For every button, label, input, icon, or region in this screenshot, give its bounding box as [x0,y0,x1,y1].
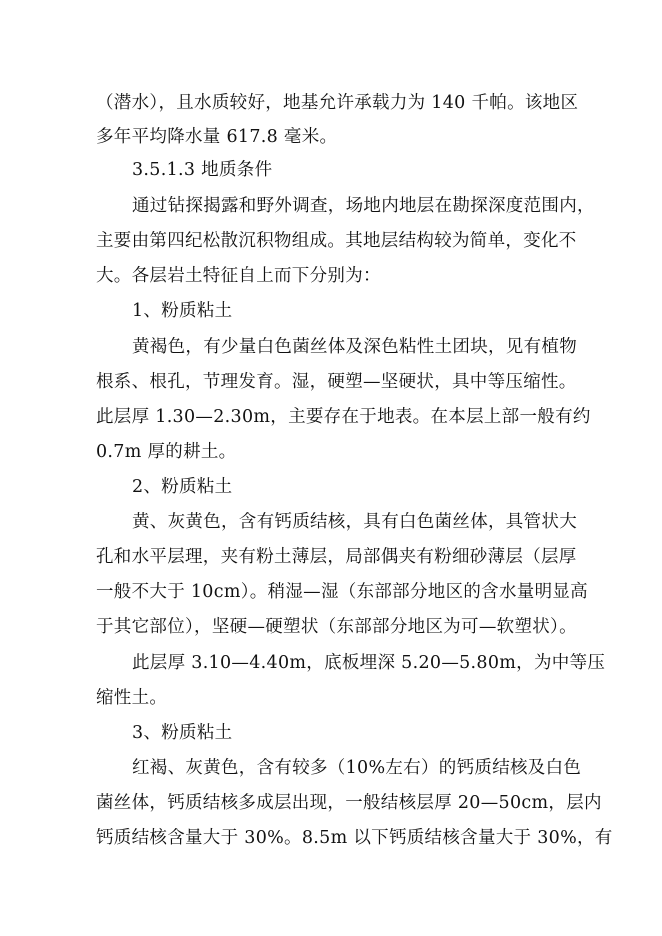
body-text-line: 0.7m 厚的耕土。 [96,442,237,462]
body-text-line: 此层厚 3.10—4.40m，底板埋深 5.20—5.80m，为中等压 [132,653,606,673]
body-text-line: 多年平均降水量 617.8 毫米。 [96,127,338,147]
body-text-line: 红褐、灰黄色，含有较多（10%左右）的钙质结核及白色 [132,758,582,778]
body-text-line: 大。各层岩土特征自上而下分别为： [96,266,381,286]
body-text-line: 菌丝体，钙质结核多成层出现，一般结核层厚 20—50cm，层内 [96,793,602,813]
body-text-line: （潜水），且水质较好，地基允许承载力为 140 千帕。该地区 [96,93,579,113]
body-text-line: 于其它部位），坚硬—硬塑状（东部部分地区为可—软塑状）。 [96,617,577,637]
body-text-line: 缩性土。 [96,688,168,708]
body-text-line: 钙质结核含量大于 30%。8.5m 以下钙质结核含量大于 30%，有 [96,828,613,848]
body-text-line: 黄褐色，有少量白色菌丝体及深色粘性土团块，见有植物 [132,337,577,357]
layer-heading: 2、粉质粘土 [132,477,233,497]
body-text-line: 根系、根孔，节理发育。湿，硬塑—坚硬状，具中等压缩性。 [96,372,577,392]
body-text-line: 通过钻探揭露和野外调查，场地内地层在勘探深度范围内， [132,196,595,216]
body-text-line: 黄、灰黄色，含有钙质结核，具有白色菌丝体，具管状大 [132,512,577,532]
section-heading: 3.5.1.3 地质条件 [132,160,273,180]
body-text-line: 此层厚 1.30—2.30m，主要存在于地表。在本层上部一般有约 [96,407,591,427]
layer-heading: 3、粉质粘土 [132,723,233,743]
body-text-line: 一般不大于 10cm）。稍湿—湿（东部部分地区的含水量明显高 [96,582,588,602]
layer-heading: 1、粉质粘土 [132,301,233,321]
body-text-line: 主要由第四纪松散沉积物组成。其地层结构较为简单，变化不 [96,231,577,251]
body-text-line: 孔和水平层理，夹有粉土薄层，局部偶夹有粉细砂薄层（层厚 [96,547,577,567]
